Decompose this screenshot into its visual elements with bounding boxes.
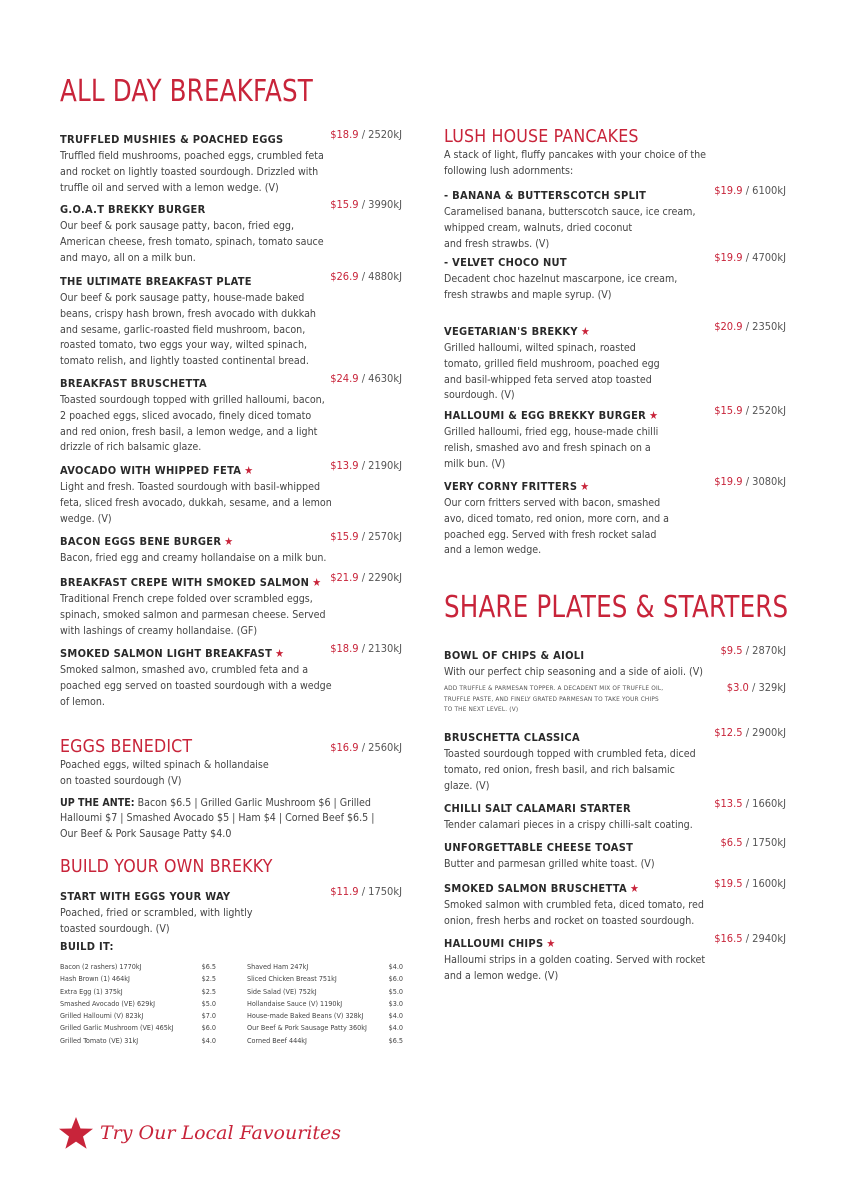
menu-item <box>60 642 402 710</box>
addon-row: Smashed Avocado (VE) 629kJ $5.0 <box>60 998 216 1008</box>
item-name: BACON EGGS BENE BURGER <box>60 535 222 548</box>
addon-row: Grilled Tomato (VE) 31kJ $4.0 <box>60 1035 216 1045</box>
item-name: BRUSCHETTA CLASSICA <box>444 731 580 744</box>
item-description: Light and fresh. Toasted sourdough with basil-whipped feta, sliced fresh avocado, dukkah, sesame, and a lemon wedge. (V) <box>60 481 332 525</box>
addon-row: Hollandaise Sauce (V) 1190kJ $3.0 <box>247 998 403 1008</box>
item-name: SMOKED SALMON BRUSCHETTA <box>444 882 627 895</box>
addon-row: Shaved Ham 247kJ $4.0 <box>247 962 403 971</box>
item-name: BREAKFAST BRUSCHETTA <box>60 377 207 390</box>
item-description: Butter and parmesan grilled white toast. (V) <box>444 858 655 870</box>
item-name: BOWL OF CHIPS & AIOLI <box>444 649 585 662</box>
addon-description: ADD TRUFFLE & PARMESAN TOPPER. A DECADENT MIX OF TRUFFLE OIL, TRUFFLE PASTE, AND FINELY GRATED PARMESAN TO TAKE YOUR CHIPS TO THE NEXT LEVEL. (V) <box>444 684 664 713</box>
addon-row: Extra Egg (1) 375kJ $2.5 <box>60 986 216 996</box>
item-description: Grilled halloumi, fried egg, house-made chilli relish, smashed avo and fresh spinach on a milk bun. (V) <box>444 426 659 470</box>
addon-row: Grilled Halloumi (V) 823kJ $7.0 <box>60 1011 216 1020</box>
menu-item <box>60 270 402 370</box>
item-price: $3.0 / 329kJ <box>726 681 786 694</box>
up-the-ante-label: UP THE ANTE: <box>60 796 135 809</box>
build-it-table-right <box>247 962 403 1048</box>
item-description: Truffled field mushrooms, poached eggs, crumbled feta and rocket on lightly toasted sourdough. Drizzled with truffle oil and served with a lemon wedge. (V) <box>60 150 324 194</box>
item-price: $15.9 / 2570kJ <box>330 530 402 543</box>
item-price: $19.9 / 4700kJ <box>714 251 786 264</box>
star-icon: ★ <box>224 535 234 548</box>
item-name: G.O.A.T BREKKY BURGER <box>60 203 206 216</box>
item-name: VERY CORNY FRITTERS <box>444 480 578 493</box>
item-name: HALLOUMI & EGG BREKKY BURGER <box>444 409 647 422</box>
item-description: With our perfect chip seasoning and a side of aioli. (V) <box>444 666 704 678</box>
item-price: $13.5 / 1660kJ <box>714 797 786 810</box>
item-price: $18.9 / 2520kJ <box>330 128 402 141</box>
item-price: $12.5 / 2900kJ <box>714 726 786 739</box>
addon-row: Corned Beef 444kJ $6.5 <box>247 1035 403 1045</box>
item-price: $21.9 / 2290kJ <box>330 571 402 584</box>
star-icon: ★ <box>275 647 285 660</box>
up-the-ante: UP THE ANTE: Bacon $6.5 | Grilled Garlic Mushroom $6 | Grilled Halloumi $7 | Smashed Avocado $5 | Ham $4 | Corned Beef $6.5 | Our Beef & Pork Sausage Patty $4.0 <box>60 796 375 841</box>
star-icon: ★ <box>546 937 556 950</box>
menu-item <box>60 530 402 567</box>
item-price: $19.9 / 6100kJ <box>714 184 786 197</box>
menu-item <box>60 198 402 266</box>
item-price: $11.9 / 1750kJ <box>330 885 402 898</box>
item-price: $15.9 / 3990kJ <box>330 198 402 211</box>
menu-item <box>444 797 786 834</box>
menu-item <box>60 128 402 196</box>
star-icon: ★ <box>580 480 590 493</box>
item-price: $24.9 / 4630kJ <box>330 372 402 385</box>
item-name: SMOKED SALMON LIGHT BREAKFAST <box>60 647 273 660</box>
menu-item <box>444 320 786 404</box>
menu-item <box>444 251 786 304</box>
item-description: Caramelised banana, butterscotch sauce, ice cream, whipped cream, walnuts, dried coconut and fresh strawbs. (V) <box>444 206 696 250</box>
item-name: AVOCADO WITH WHIPPED FETA <box>60 464 242 477</box>
item-price: $26.9 / 4880kJ <box>330 270 402 283</box>
footer-tagline: Try Our Local Favourites <box>100 1122 342 1144</box>
item-description: Our beef & pork sausage patty, bacon, fried egg, American cheese, fresh tomato, spinach, tomato sauce and mayo, all on a milk bun. <box>60 220 324 264</box>
item-description: Poached, fried or scrambled, with lightly toasted sourdough. (V) <box>60 907 253 935</box>
item-name: CHILLI SALT CALAMARI STARTER <box>444 802 631 815</box>
item-description: Decadent choc hazelnut mascarpone, ice cream, fresh strawbs and maple syrup. (V) <box>444 273 678 301</box>
item-description: Our beef & pork sausage patty, house-made baked beans, crispy hash brown, fresh avocado with dukkah and sesame, garlic-roasted field mushroom, bacon, roasted tomato, two eggs your way, wilted spinach, tomato relish, and lightly toasted continental bread. <box>60 292 316 368</box>
item-name: TRUFFLED MUSHIES & POACHED EGGS <box>60 133 284 146</box>
star-icon: ★ <box>649 409 658 422</box>
build-it-label: BUILD IT: <box>60 940 114 953</box>
item-name: - BANANA & BUTTERSCOTCH SPLIT <box>444 189 647 202</box>
menu-item <box>444 726 786 794</box>
item-price: $15.9 / 2520kJ <box>714 404 786 417</box>
item-name: VEGETARIAN'S BREKKY <box>444 325 578 338</box>
item-price: $18.9 / 2130kJ <box>330 642 402 655</box>
build-it-table-left <box>60 962 216 1048</box>
item-description: Smoked salmon with crumbled feta, diced tomato, red onion, fresh herbs and rocket on toasted sourdough. <box>444 899 704 927</box>
item-description: Poached eggs, wilted spinach & hollandaise on toasted sourdough (V) <box>60 759 269 787</box>
all-day-breakfast-title: ALL DAY BREAKFAST <box>60 74 313 109</box>
item-name: UNFORGETTABLE CHEESE TOAST <box>444 841 634 854</box>
addon-row: Side Salad (VE) 752kJ $5.0 <box>247 986 403 996</box>
item-name: BREAKFAST CREPE WITH SMOKED SALMON <box>60 576 310 589</box>
menu-item <box>60 571 402 639</box>
item-description: Our corn fritters served with bacon, smashed avo, diced tomato, red onion, more corn, and a poached egg. Served with fresh rocket salad and a lemon wedge. <box>444 497 670 557</box>
menu-item <box>60 885 402 938</box>
menu-item <box>444 877 786 930</box>
addon-row: Our Beef & Pork Sausage Patty 360kJ $4.0 <box>247 1023 403 1033</box>
menu-item <box>444 932 786 985</box>
item-price: $9.5 / 2870kJ <box>720 644 786 657</box>
menu-item <box>444 184 786 252</box>
menu-item <box>444 475 786 559</box>
item-description: Toasted sourdough topped with crumbled feta, diced tomato, red onion, fresh basil, and rich balsamic glaze. (V) <box>444 748 696 792</box>
pancakes-intro: A stack of light, fluffy pancakes with your choice of the following lush adornments: <box>444 149 706 177</box>
addon-row: Bacon (2 rashers) 1770kJ $6.5 <box>60 962 216 971</box>
item-price: $20.9 / 2350kJ <box>714 320 786 333</box>
star-icon: ★ <box>629 882 639 895</box>
item-price: $19.5 / 1600kJ <box>714 877 786 890</box>
menu-item <box>444 404 786 472</box>
share-plates-title: SHARE PLATES & STARTERS <box>444 590 789 625</box>
menu-item <box>60 372 402 456</box>
star-icon: ★ <box>312 576 322 589</box>
pancakes-title: LUSH HOUSE PANCAKES <box>444 126 639 147</box>
addon-row: Hash Brown (1) 464kJ $2.5 <box>60 974 216 984</box>
star-icon: ★ <box>580 325 590 338</box>
item-description: Halloumi strips in a golden coating. Served with rocket and a lemon wedge. (V) <box>444 954 706 982</box>
build-your-own-title: BUILD YOUR OWN BREKKY <box>60 856 273 877</box>
addon-row: Grilled Garlic Mushroom (VE) 465kJ $6.0 <box>60 1023 216 1033</box>
star-icon: ★ <box>244 464 254 477</box>
item-price: $19.9 / 3080kJ <box>714 475 786 488</box>
star-icon <box>58 1116 94 1150</box>
eggs-benedict-section <box>60 736 402 843</box>
menu-item <box>444 644 786 681</box>
item-name: START WITH EGGS YOUR WAY <box>60 890 231 903</box>
item-description: Traditional French crepe folded over scrambled eggs, spinach, smoked salmon and parmesan cheese. Served with lashings of creamy hollandaise. (GF) <box>60 593 326 637</box>
item-description: Tender calamari pieces in a crispy chilli-salt coating. <box>444 819 693 831</box>
item-description: Grilled halloumi, wilted spinach, roasted tomato, grilled field mushroom, poached egg and basil-whipped feta served atop toasted sourdough. (V) <box>444 342 660 402</box>
item-price: $16.5 / 2940kJ <box>714 932 786 945</box>
menu-item <box>60 459 402 527</box>
item-price: $6.5 / 1750kJ <box>720 836 786 849</box>
eggs-benedict-title: EGGS BENEDICT <box>60 736 193 757</box>
item-description: Bacon, fried egg and creamy hollandaise on a milk bun. <box>60 552 327 564</box>
item-name: - VELVET CHOCO NUT <box>444 256 567 269</box>
item-price: $16.9 / 2560kJ <box>330 741 402 754</box>
truffle-addon <box>444 683 786 715</box>
item-description: Toasted sourdough topped with grilled halloumi, bacon, 2 poached eggs, sliced avocado, finely diced tomato and red onion, fresh basil, a lemon wedge, and a light drizzle of rich balsamic glaze. <box>60 394 325 454</box>
item-description: Smoked salmon, smashed avo, crumbled feta and a poached egg served on toasted sourdough with a wedge of lemon. <box>60 664 332 708</box>
addon-row: Sliced Chicken Breast 751kJ $6.0 <box>247 974 403 984</box>
item-price: $13.9 / 2190kJ <box>330 459 402 472</box>
item-name: HALLOUMI CHIPS <box>444 937 544 950</box>
menu-item <box>444 836 786 873</box>
item-name: THE ULTIMATE BREAKFAST PLATE <box>60 275 252 288</box>
addon-row: House-made Baked Beans (V) 328kJ $4.0 <box>247 1011 403 1020</box>
